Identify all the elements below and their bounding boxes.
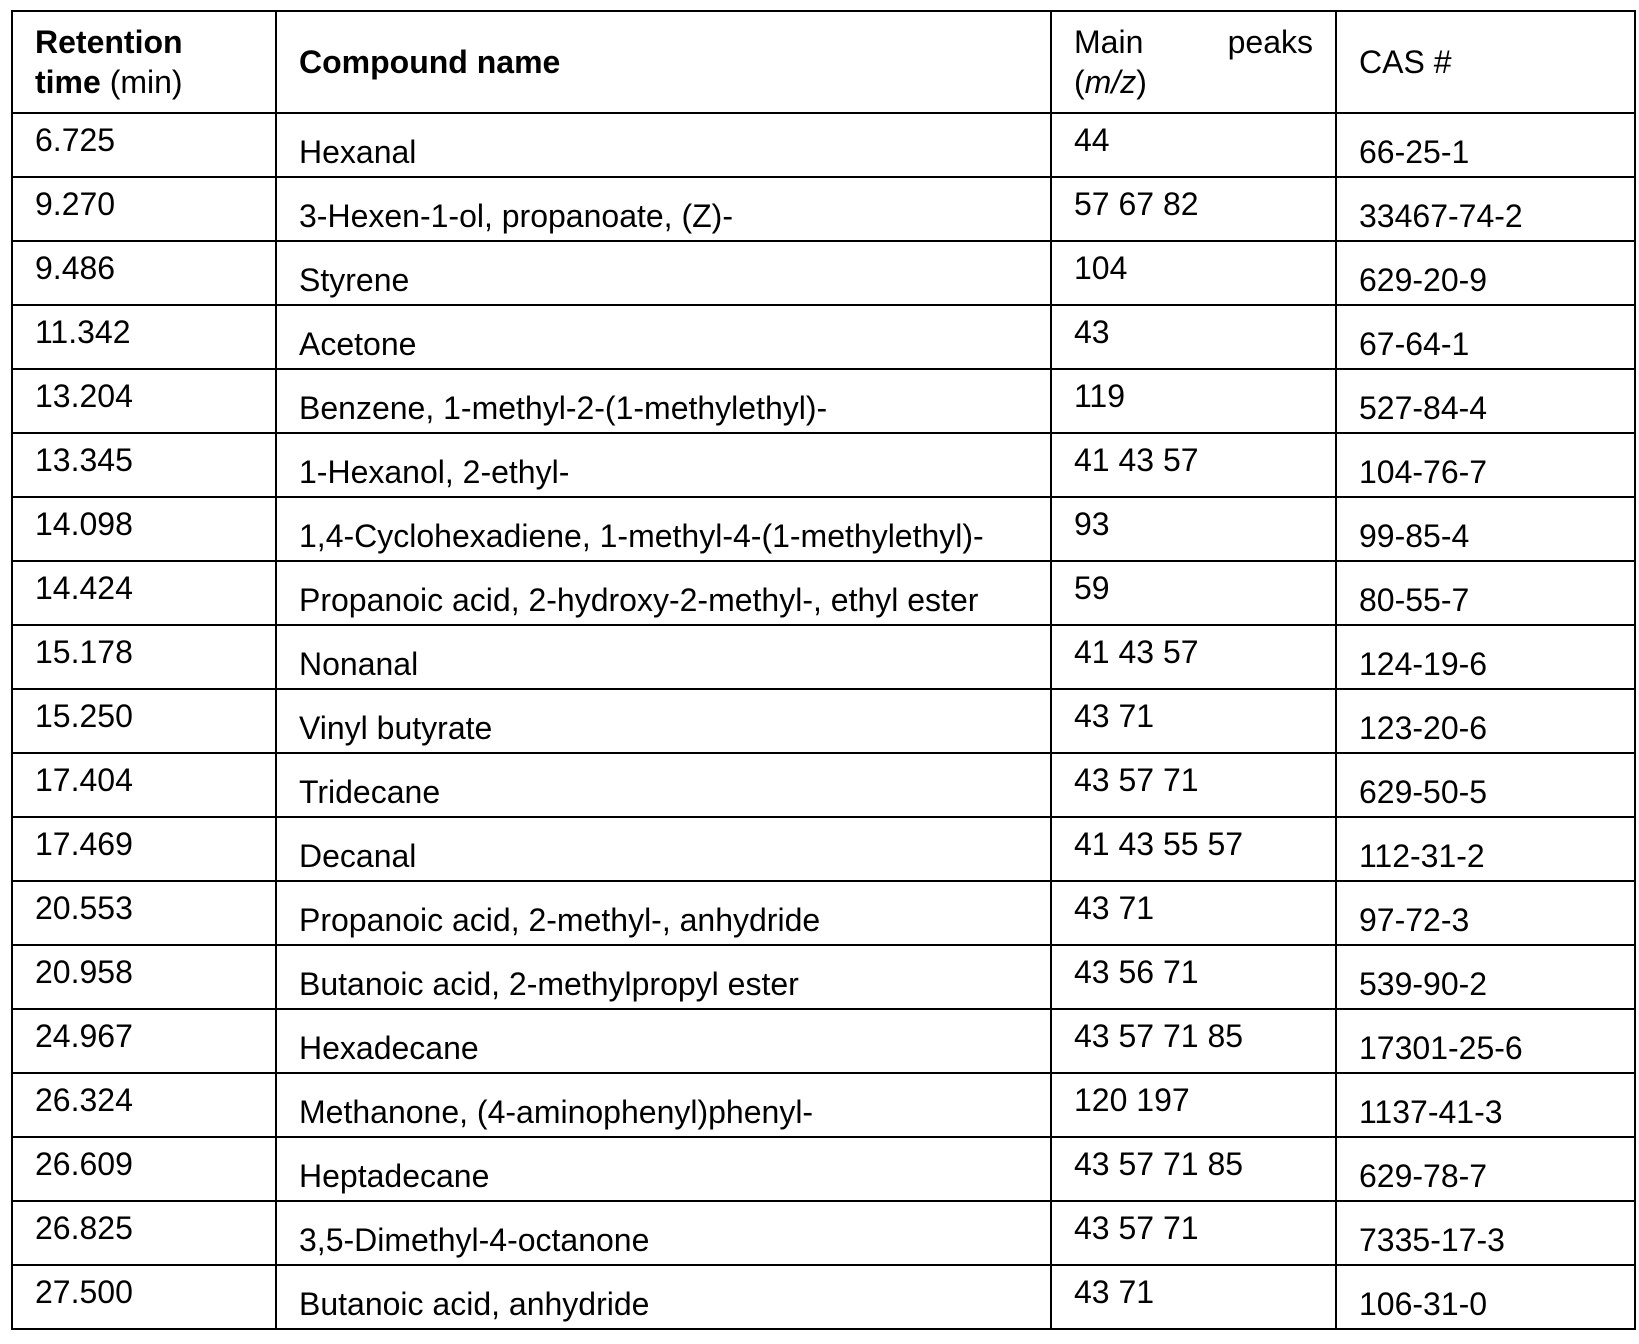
cell-cas-number-text: 106-31-0 — [1359, 1286, 1488, 1322]
cell-cas-number — [1336, 177, 1635, 241]
cell-compound-name — [276, 497, 1051, 561]
cell-main-peaks-text: 43 71 — [1074, 698, 1155, 734]
cell-retention-time-text: 26.609 — [35, 1146, 133, 1182]
cell-main-peaks-text: 41 43 57 — [1074, 634, 1199, 670]
cell-retention-time-text: 17.469 — [35, 826, 133, 862]
cell-compound-name — [276, 625, 1051, 689]
header-row — [12, 11, 1635, 113]
header-main-peaks-line-2 — [1074, 62, 1313, 102]
cell-retention-time — [12, 1137, 276, 1201]
cell-retention-time-text: 20.553 — [35, 890, 133, 926]
cell-compound-name-text: Decanal — [299, 838, 417, 874]
cell-main-peaks — [1051, 1201, 1336, 1265]
cell-main-peaks — [1051, 625, 1336, 689]
cell-retention-time — [12, 305, 276, 369]
cell-compound-name-text: Heptadecane — [299, 1158, 490, 1194]
cell-main-peaks — [1051, 305, 1336, 369]
cell-main-peaks — [1051, 689, 1336, 753]
cell-main-peaks — [1051, 1009, 1336, 1073]
cell-retention-time — [12, 945, 276, 1009]
cell-retention-time-text: 9.270 — [35, 186, 116, 222]
cell-main-peaks — [1051, 1073, 1336, 1137]
cell-main-peaks — [1051, 1265, 1336, 1329]
cell-retention-time — [12, 1009, 276, 1073]
cell-retention-time — [12, 817, 276, 881]
cell-retention-time-text: 13.204 — [35, 378, 133, 414]
cell-compound-name — [276, 1073, 1051, 1137]
cell-retention-time — [12, 753, 276, 817]
cell-retention-time — [12, 177, 276, 241]
cell-compound-name — [276, 881, 1051, 945]
cell-compound-name — [276, 1137, 1051, 1201]
cell-retention-time — [12, 1073, 276, 1137]
cell-cas-number-text: 80-55-7 — [1359, 582, 1470, 618]
cell-cas-number-text: 112-31-2 — [1359, 838, 1485, 874]
cell-retention-time-text: 15.250 — [35, 698, 133, 734]
cell-compound-name-text: 1,4-Cyclohexadiene, 1-methyl-4-(1-methylethyl)- — [299, 518, 984, 554]
table-row — [12, 177, 1635, 241]
table-row — [12, 1137, 1635, 1201]
cell-main-peaks — [1051, 881, 1336, 945]
cell-retention-time-text: 27.500 — [35, 1274, 133, 1310]
table-row — [12, 689, 1635, 753]
header-main-peaks-close: ) — [1136, 64, 1147, 100]
cell-main-peaks-text: 57 67 82 — [1074, 186, 1199, 222]
cell-cas-number — [1336, 1073, 1635, 1137]
cell-main-peaks-text: 43 56 71 — [1074, 954, 1199, 990]
cell-retention-time-text: 20.958 — [35, 954, 133, 990]
table-header — [12, 11, 1635, 113]
cell-cas-number-text: 123-20-6 — [1359, 710, 1488, 746]
header-cas-label: CAS # — [1359, 44, 1452, 80]
cell-cas-number — [1336, 689, 1635, 753]
cell-compound-name-text: Vinyl butyrate — [299, 710, 493, 746]
cell-retention-time — [12, 625, 276, 689]
cell-main-peaks-text: 119 — [1074, 378, 1126, 414]
cell-compound-name — [276, 689, 1051, 753]
cell-main-peaks-text: 43 57 71 — [1074, 1210, 1199, 1246]
cell-cas-number — [1336, 753, 1635, 817]
cell-retention-time — [12, 497, 276, 561]
cell-compound-name-text: Butanoic acid, 2-methylpropyl ester — [299, 966, 799, 1002]
cell-compound-name — [276, 1009, 1051, 1073]
table-row — [12, 305, 1635, 369]
cell-retention-time-text: 24.967 — [35, 1018, 133, 1054]
cell-retention-time — [12, 433, 276, 497]
cell-main-peaks — [1051, 369, 1336, 433]
cell-cas-number — [1336, 1137, 1635, 1201]
cell-compound-name-text: Nonanal — [299, 646, 419, 682]
cell-cas-number-text: 104-76-7 — [1359, 454, 1488, 490]
compound-table-container — [11, 10, 1634, 1330]
cell-cas-number — [1336, 113, 1635, 177]
header-retention-time-unit: (min) — [109, 64, 183, 100]
cell-compound-name — [276, 561, 1051, 625]
cell-cas-number-text: 124-19-6 — [1359, 646, 1488, 682]
cell-main-peaks-text: 104 — [1074, 250, 1128, 286]
cell-compound-name — [276, 305, 1051, 369]
cell-cas-number-text: 99-85-4 — [1359, 518, 1470, 554]
cell-cas-number-text: 67-64-1 — [1359, 326, 1470, 362]
table-body — [12, 113, 1635, 1329]
table-row — [12, 433, 1635, 497]
cell-compound-name-text: Propanoic acid, 2-methyl-, anhydride — [299, 902, 821, 938]
cell-cas-number — [1336, 817, 1635, 881]
cell-cas-number-text: 7335-17-3 — [1359, 1222, 1505, 1258]
header-retention-time-label-2: time — [35, 64, 101, 100]
cell-compound-name-text: 1-Hexanol, 2-ethyl- — [299, 454, 570, 490]
cell-retention-time — [12, 369, 276, 433]
cell-main-peaks — [1051, 945, 1336, 1009]
cell-compound-name-text: Tridecane — [299, 774, 441, 810]
header-main-peaks — [1051, 11, 1336, 113]
cell-compound-name — [276, 369, 1051, 433]
compound-table — [11, 10, 1636, 1330]
cell-compound-name-text: Propanoic acid, 2-hydroxy-2-methyl-, ethyl ester — [299, 582, 979, 618]
cell-main-peaks-text: 43 — [1074, 314, 1110, 350]
cell-compound-name-text: Hexanal — [299, 134, 417, 170]
cell-compound-name-text: Methanone, (4-aminophenyl)phenyl- — [299, 1094, 814, 1130]
cell-compound-name-text: 3,5-Dimethyl-4-octanone — [299, 1222, 650, 1258]
cell-cas-number-text: 527-84-4 — [1359, 390, 1488, 426]
table-row — [12, 1201, 1635, 1265]
cell-main-peaks — [1051, 497, 1336, 561]
table-row — [12, 1265, 1635, 1329]
cell-retention-time — [12, 113, 276, 177]
cell-compound-name-text: Benzene, 1-methyl-2-(1-methylethyl)- — [299, 390, 828, 426]
cell-retention-time-text: 11.342 — [35, 314, 131, 350]
cell-cas-number — [1336, 497, 1635, 561]
cell-cas-number-text: 1137-41-3 — [1359, 1094, 1503, 1130]
cell-main-peaks-text: 41 43 55 57 — [1074, 826, 1244, 862]
table-row — [12, 945, 1635, 1009]
cell-compound-name — [276, 945, 1051, 1009]
table-row — [12, 881, 1635, 945]
cell-main-peaks-text: 93 — [1074, 506, 1110, 542]
cell-compound-name — [276, 817, 1051, 881]
cell-cas-number — [1336, 369, 1635, 433]
cell-cas-number-text: 629-20-9 — [1359, 262, 1488, 298]
cell-main-peaks — [1051, 817, 1336, 881]
table-row — [12, 817, 1635, 881]
cell-main-peaks — [1051, 433, 1336, 497]
cell-compound-name-text: Hexadecane — [299, 1030, 479, 1066]
cell-retention-time — [12, 1201, 276, 1265]
cell-cas-number — [1336, 1265, 1635, 1329]
cell-retention-time-text: 26.825 — [35, 1210, 133, 1246]
cell-main-peaks-text: 59 — [1074, 570, 1110, 606]
cell-compound-name — [276, 241, 1051, 305]
cell-retention-time — [12, 561, 276, 625]
table-row — [12, 369, 1635, 433]
header-compound-name — [276, 11, 1051, 113]
cell-main-peaks — [1051, 241, 1336, 305]
table-row — [12, 1009, 1635, 1073]
cell-retention-time — [12, 241, 276, 305]
cell-retention-time-text: 9.486 — [35, 250, 116, 286]
cell-main-peaks-text: 43 57 71 — [1074, 762, 1199, 798]
cell-cas-number — [1336, 1009, 1635, 1073]
cell-main-peaks — [1051, 113, 1336, 177]
table-row — [12, 561, 1635, 625]
cell-compound-name-text: Butanoic acid, anhydride — [299, 1286, 650, 1322]
header-main-peaks-word-2: peaks — [1227, 24, 1313, 60]
cell-cas-number-text: 97-72-3 — [1359, 902, 1470, 938]
cell-main-peaks — [1051, 561, 1336, 625]
table-row — [12, 625, 1635, 689]
cell-retention-time — [12, 881, 276, 945]
table-row — [12, 497, 1635, 561]
header-main-peaks-word-1: Main — [1074, 24, 1144, 60]
header-retention-time-label-1: Retention — [35, 24, 183, 60]
cell-cas-number-text: 539-90-2 — [1359, 966, 1488, 1002]
cell-main-peaks-text: 43 71 — [1074, 890, 1155, 926]
cell-cas-number — [1336, 305, 1635, 369]
cell-compound-name — [276, 113, 1051, 177]
header-main-peaks-mz: m/z — [1084, 64, 1137, 100]
header-main-peaks-open: ( — [1074, 64, 1085, 100]
cell-cas-number-text: 17301-25-6 — [1359, 1030, 1523, 1066]
cell-compound-name — [276, 433, 1051, 497]
header-main-peaks-line-1 — [1074, 22, 1313, 62]
table-row — [12, 753, 1635, 817]
cell-retention-time-text: 14.424 — [35, 570, 133, 606]
cell-cas-number-text: 629-50-5 — [1359, 774, 1488, 810]
cell-main-peaks-text: 43 57 71 85 — [1074, 1018, 1244, 1054]
cell-main-peaks — [1051, 1137, 1336, 1201]
cell-retention-time-text: 14.098 — [35, 506, 133, 542]
cell-retention-time — [12, 689, 276, 753]
cell-main-peaks — [1051, 753, 1336, 817]
cell-cas-number — [1336, 945, 1635, 1009]
cell-compound-name-text: Acetone — [299, 326, 417, 362]
table-row — [12, 113, 1635, 177]
cell-cas-number-text: 33467-74-2 — [1359, 198, 1523, 234]
cell-cas-number — [1336, 241, 1635, 305]
cell-compound-name-text: 3-Hexen-1-ol, propanoate, (Z)- — [299, 198, 733, 234]
header-retention-time — [12, 11, 276, 113]
cell-cas-number-text: 629-78-7 — [1359, 1158, 1488, 1194]
cell-main-peaks-text: 120 197 — [1074, 1082, 1190, 1118]
cell-compound-name — [276, 1201, 1051, 1265]
cell-cas-number — [1336, 433, 1635, 497]
cell-cas-number — [1336, 881, 1635, 945]
cell-cas-number — [1336, 561, 1635, 625]
header-compound-name-label: Compound name — [299, 44, 561, 80]
cell-main-peaks-text: 43 57 71 85 — [1074, 1146, 1244, 1182]
table-row — [12, 1073, 1635, 1137]
cell-retention-time — [12, 1265, 276, 1329]
header-cas — [1336, 11, 1635, 113]
cell-main-peaks-text: 44 — [1074, 122, 1110, 158]
cell-compound-name — [276, 177, 1051, 241]
cell-compound-name-text: Styrene — [299, 262, 410, 298]
cell-retention-time-text: 17.404 — [35, 762, 133, 798]
cell-retention-time-text: 13.345 — [35, 442, 133, 478]
cell-cas-number-text: 66-25-1 — [1359, 134, 1470, 170]
cell-compound-name — [276, 753, 1051, 817]
cell-main-peaks-text: 41 43 57 — [1074, 442, 1199, 478]
cell-cas-number — [1336, 1201, 1635, 1265]
cell-retention-time-text: 26.324 — [35, 1082, 133, 1118]
cell-compound-name — [276, 1265, 1051, 1329]
cell-retention-time-text: 6.725 — [35, 122, 116, 158]
cell-cas-number — [1336, 625, 1635, 689]
cell-main-peaks-text: 43 71 — [1074, 1274, 1155, 1310]
cell-main-peaks — [1051, 177, 1336, 241]
table-row — [12, 241, 1635, 305]
cell-retention-time-text: 15.178 — [35, 634, 133, 670]
